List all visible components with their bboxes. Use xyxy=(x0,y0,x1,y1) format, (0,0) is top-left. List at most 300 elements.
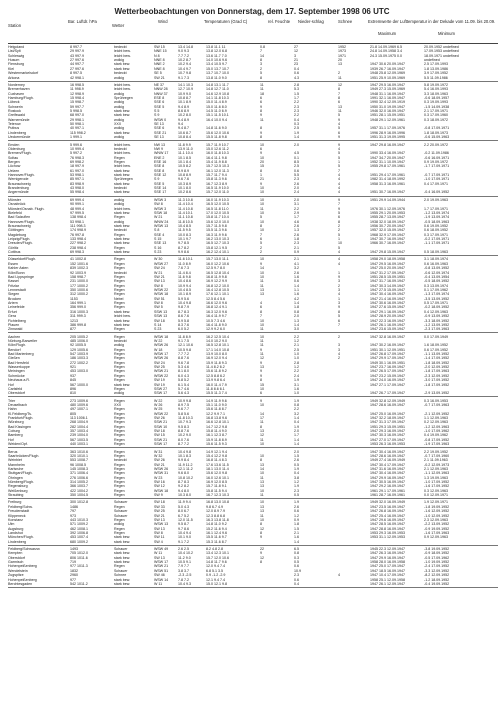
cell-precip: 4.3 xyxy=(294,75,299,80)
cell-max-extreme: 1948 25.8 12.09.1969 xyxy=(370,71,405,76)
cell-station-name: München/Flugh. xyxy=(8,535,34,540)
cell-weather: stark bew. xyxy=(114,577,131,582)
cell-pressure: 111 998.3 xyxy=(70,223,86,228)
cell-min-extreme: -1.2 18.09.1952 xyxy=(424,577,450,582)
cell-pressure: 115 998.2 xyxy=(70,130,86,135)
cell-wind: W 31 xyxy=(154,449,163,454)
cell-weather: Regen xyxy=(114,386,125,391)
cell-max-extreme: 1947 30.5 16.09.1947 xyxy=(370,480,405,485)
cell-pressure: 44 997.7 xyxy=(70,62,84,67)
cell-station-name: Braunschweig xyxy=(8,223,31,228)
header-rain: Nieder-schlag xyxy=(298,19,324,24)
cell-snow: 2 xyxy=(338,334,340,339)
cell-pressure: 937 xyxy=(70,373,76,378)
cell-weather: Regen xyxy=(114,257,125,262)
cell-min-extreme: -1.0 17.09.1971 xyxy=(424,177,450,182)
cell-max-extreme: 1947 29.2 16.09.1947 xyxy=(370,484,405,489)
cell-max-extreme: 1958 28.0 16.09.1958 xyxy=(370,560,405,565)
cell-precip: 21 xyxy=(294,58,298,63)
cell-rel-humidity: 6 xyxy=(260,100,262,105)
cell-snow: 4 xyxy=(338,292,340,297)
cell-min-extreme: 3.9 17.09.1952 xyxy=(424,71,448,76)
cell-precip: 4.2 xyxy=(294,296,299,301)
cell-temp-a: 10.4 8.5 xyxy=(178,287,191,292)
cell-temp-a: 10.4 9.3 xyxy=(178,581,191,586)
cell-snow: 1 xyxy=(338,237,340,242)
cell-temp-a: 11.8 9.9 xyxy=(178,142,191,147)
cell-temp-a: 7.6 7.3 xyxy=(178,266,189,271)
cell-weather: wolkig xyxy=(114,100,124,105)
cell-min-extreme: undefined xyxy=(424,58,440,63)
cell-max-extreme: 1976 30.1 12.09.1976 xyxy=(370,206,405,211)
cell-wind: N 8 xyxy=(154,53,160,58)
cell-precip: 6.5 xyxy=(294,547,299,552)
cell-weather: stark bew. xyxy=(114,66,131,71)
cell-temp-a: 8.7 8.3 xyxy=(178,480,189,485)
cell-wind: SW 8 xyxy=(154,283,163,288)
cell-station-name: Nürnberg/Flugh. xyxy=(8,480,34,485)
cell-rel-humidity: 10 xyxy=(260,334,264,339)
cell-precip: 2.0 xyxy=(294,314,299,319)
cell-weather: leicht bew. xyxy=(114,49,131,54)
cell-station-name: Lindenberg xyxy=(8,130,26,135)
cell-temp-b: 11.4 8.2 6.2 xyxy=(206,365,225,370)
cell-min-extreme: -1.9 17.09.1963 xyxy=(424,442,450,447)
cell-min-extreme: -2.9 13.09.1952 xyxy=(424,391,450,396)
cell-temp-a: 10.4 8.6 xyxy=(178,279,191,284)
cell-station-name: Angermünde xyxy=(8,190,29,195)
header-snow: Schnee xyxy=(338,19,353,24)
cell-weather: wolkig xyxy=(114,126,124,131)
cell-station-name: Husum xyxy=(8,58,20,63)
cell-temp-b: 0.9 -1.2 -2.9 xyxy=(206,573,226,578)
cell-snow: 9 xyxy=(338,142,340,147)
cell-weather: Regen xyxy=(114,266,125,271)
cell-temp-a: 10.1 8.9 xyxy=(178,292,191,297)
cell-wind: SW 13 xyxy=(154,526,165,531)
cell-precip: 1.6 xyxy=(294,274,299,279)
cell-temp-a: 10.4 9.8 xyxy=(178,301,191,306)
cell-snow: 3 xyxy=(338,347,340,352)
cell-rel-humidity: 12 xyxy=(260,356,264,361)
cell-temp-b: 16.4 10.0 9.4 xyxy=(206,117,227,122)
cell-pressure: 145 1008.3 xyxy=(70,466,88,471)
cell-rel-humidity: 11 xyxy=(260,279,264,284)
cell-temp-b: 15.4 11.9 8.8 xyxy=(206,159,227,164)
cell-temp-b: 15.2 11.6 9.4 xyxy=(206,526,227,531)
cell-min-extreme: -1.4 17.09.1952 xyxy=(424,356,450,361)
cell-weather: bedeckt xyxy=(114,270,127,275)
cell-max-extreme: 1947 26.7 17.09.1947 xyxy=(370,391,405,396)
station-group xyxy=(8,198,498,256)
cell-temp-b: 15.0 12.1 9.8 xyxy=(206,581,227,586)
cell-weather: Regen xyxy=(114,347,125,352)
cell-temp-b: 14.8 11.7 9.6 xyxy=(206,560,227,565)
cell-temp-b: 16.5 12.8 10.1 xyxy=(206,343,229,348)
cell-max-extreme: 1947 30.3 14.09.1947 xyxy=(370,283,405,288)
cell-max-extreme: 1947 30.4 16.09.1947 xyxy=(370,449,405,454)
cell-min-extreme: -0.8 17.09.1952 xyxy=(424,437,450,442)
cell-max-extreme: 1947 30.7 16.09.1947 xyxy=(370,237,405,242)
cell-precip: 0.6 xyxy=(294,564,299,569)
cell-temp-b: 13.8 11.1 11 xyxy=(206,45,226,49)
table-row xyxy=(8,442,498,446)
cell-rel-humidity: 8 xyxy=(260,309,262,314)
cell-pressure: 363 1010.6 xyxy=(70,449,88,454)
cell-temp-b: 13.4 10.5 9.7 xyxy=(206,62,227,67)
cell-pressure: 53 998.1 xyxy=(70,173,84,178)
cell-precip: 2.3 xyxy=(294,573,299,578)
cell-pressure: 238 998.4 xyxy=(70,245,86,250)
cell-precip: 27 xyxy=(294,45,298,49)
cell-temp-a: 10.1 8.9 xyxy=(178,100,191,105)
cell-temp-b: 12.0 8.9 7.9 xyxy=(206,509,225,514)
cell-wind: SW 18 xyxy=(154,318,165,323)
cell-wind: SW 25 xyxy=(154,509,165,514)
cell-station-name: Osnabrück xyxy=(8,202,26,207)
cell-snow: 6 xyxy=(338,130,340,135)
cell-weather: Regen xyxy=(114,424,125,429)
cell-min-extreme: 0.5 17.09.1971 xyxy=(424,301,448,306)
cell-pressure: 15 998.7 xyxy=(70,100,84,105)
cell-temp-a: 10.5 9.1 xyxy=(178,560,191,565)
cell-precip: 2.5 xyxy=(294,126,299,131)
cell-pressure: 43 997.9 xyxy=(70,53,84,58)
cell-weather: Schauer xyxy=(114,547,128,552)
cell-rel-humidity: 12 xyxy=(260,526,264,531)
cell-min-extreme: 0.3 19.09.1993 xyxy=(424,100,448,105)
cell-station-name: Berchtesgaden xyxy=(8,581,33,586)
cell-pressure: 567 1003.5 xyxy=(70,437,88,442)
cell-rel-humidity: 11 xyxy=(260,475,264,480)
cell-rel-humidity: 6 xyxy=(260,305,262,310)
cell-temp-b: 15.1 11.0 9.0 xyxy=(206,402,227,407)
cell-max-extreme: 1947 27.1 17.09.1947 xyxy=(370,382,405,387)
cell-weather: stark bew. xyxy=(114,318,131,323)
cell-rel-humidity: 11 xyxy=(260,338,264,343)
cell-wind: SSE 6 xyxy=(154,126,165,131)
cell-max-extreme: 1996 28.9 16.09.1996 xyxy=(370,130,405,135)
cell-max-extreme: 1947 29.5 16.09.1947 xyxy=(370,82,405,87)
cell-weather: leicht bew. xyxy=(114,206,131,211)
cell-weather: stark bew. xyxy=(114,581,131,586)
cell-temp-a: 9.2 8.2 xyxy=(178,484,189,489)
cell-temp-b: 13.9 9.8 6.4 xyxy=(206,378,225,383)
cell-snow: 4 xyxy=(338,257,340,262)
cell-min-extreme: 18.09.1971 undefined xyxy=(424,53,459,58)
station-group xyxy=(8,450,498,500)
cell-snow: 5 xyxy=(338,245,340,250)
cell-temp-b: 16.8 11.4 8.3 xyxy=(206,458,227,463)
cell-rel-humidity: 8 xyxy=(260,560,262,565)
cell-snow: 9 xyxy=(338,274,340,279)
cell-max-extreme: 1955 29.8 17.09.1961 xyxy=(370,164,405,169)
cell-max-extreme: 1947 23.7 16.09.1947 xyxy=(370,365,405,370)
cell-weather: wolkig xyxy=(114,117,124,122)
cell-rel-humidity: 9 xyxy=(260,104,262,109)
cell-pressure: 69 999.4 xyxy=(70,197,84,202)
cell-wind: W 21 xyxy=(154,270,163,275)
cell-temp-a: 10.8 8.7 xyxy=(178,95,191,100)
cell-precip: 2.1 xyxy=(294,257,299,262)
cell-rel-humidity: 11 xyxy=(260,493,264,498)
cell-station-name: Weinbiet xyxy=(8,458,22,463)
cell-snow: 5 xyxy=(338,155,340,160)
cell-snow: 8 xyxy=(338,95,340,100)
cell-precip: 2.6 xyxy=(294,181,299,186)
cell-min-extreme: -1.0 19.09.1952 xyxy=(424,560,450,565)
cell-temp-b: 16.8 12.4 9.1 xyxy=(206,305,227,310)
cell-wind: SE 13 xyxy=(154,122,164,127)
cell-temp-a: 11.5 9.5 xyxy=(178,228,191,233)
cell-min-extreme: -0.7 17.09.1963 xyxy=(424,402,450,407)
cell-temp-a: 12.7 10.9 xyxy=(178,87,193,92)
cell-wind: ENE 2 xyxy=(154,155,165,160)
cell-rel-humidity: 10 xyxy=(260,270,264,275)
cell-weather: wolkig xyxy=(114,391,124,396)
cell-max-extreme: 1966 30.7 16.09.1947 xyxy=(370,241,405,246)
cell-wind: SW 26 xyxy=(154,458,165,463)
cell-precip: 0.6 xyxy=(294,71,299,76)
cell-max-extreme: 1947 23.5 16.09.1947 xyxy=(370,504,405,509)
cell-weather: Regen xyxy=(114,279,125,284)
cell-min-extreme: -1.3 17.09.1974 xyxy=(424,292,450,297)
cell-max-extreme: 1950 31.0 19.09.1947 xyxy=(370,104,405,109)
cell-rel-humidity: 13 xyxy=(260,429,264,434)
cell-snow: 2 xyxy=(338,228,340,233)
cell-wind: S 15 xyxy=(154,237,162,242)
cell-weather: Regen xyxy=(114,407,125,412)
cell-max-extreme: 1947 23.2 15.09.1947 xyxy=(370,373,405,378)
cell-station-name: Hof xyxy=(8,437,14,442)
cell-pressure: 12 998.9 xyxy=(70,91,84,96)
cell-snow: 2 xyxy=(338,223,340,228)
cell-snow: 13 xyxy=(338,104,342,109)
cell-temp-a: 11.4 10.4 xyxy=(178,202,193,207)
cell-temp-a: 9.4 xyxy=(178,122,183,127)
cell-station-name: Feldberg/Schw. xyxy=(8,504,33,509)
cell-temp-b: 16.4 12.8 10.5 xyxy=(206,287,229,292)
cell-min-extreme: 3.1 18.09.1974 xyxy=(424,257,448,262)
cell-wind: SW 4 xyxy=(154,539,163,544)
cell-weather: Regen xyxy=(114,352,125,356)
cell-max-extreme: 1947 31.2 17.09.1947 xyxy=(370,270,405,275)
cell-wind: S 14 xyxy=(154,322,162,327)
cell-max-extreme: 1947 30.6 20.09.1947 xyxy=(370,62,405,67)
cell-snow: 4 xyxy=(338,352,340,356)
cell-temp-b: 16.6 12.0 9.6 xyxy=(206,301,227,306)
cell-rel-humidity: 8 xyxy=(260,522,262,527)
cell-precip: 2.0 xyxy=(294,197,299,202)
cell-min-extreme: -1.1 13.09.1952 xyxy=(424,352,450,356)
cell-snow: 4 xyxy=(338,177,340,182)
cell-rel-humidity: 5 xyxy=(260,241,262,246)
cell-min-extreme: 0.6 17.09.1952 xyxy=(424,347,448,352)
cell-station-name: Leinefelde xyxy=(8,305,25,310)
cell-max-extreme: 1947 28.8 16.09.1947 xyxy=(370,526,405,531)
cell-max-extreme: 1951 30.7 16.09.1947 xyxy=(370,190,405,195)
cell-temp-a: 10.1 8.0 xyxy=(178,186,191,191)
cell-wind: NNW 28 xyxy=(154,87,168,92)
cell-min-extreme: -1.6 17.09.1963 xyxy=(424,530,450,535)
cell-rel-humidity: 11 xyxy=(260,420,264,425)
station-group xyxy=(8,500,498,545)
cell-precip: 1.0 xyxy=(294,391,299,396)
cell-wind: W 11 xyxy=(154,551,163,556)
cell-station-name: Wasserkuppe xyxy=(8,365,30,370)
cell-wind: SW 51 xyxy=(154,296,165,301)
cell-min-extreme: 5.5 11.09.1986 xyxy=(424,75,448,80)
cell-snow: 5 xyxy=(338,113,340,118)
cell-temp-a: 10.5 9.8 xyxy=(178,347,191,352)
cell-wind: SW 13 xyxy=(154,279,165,284)
cell-weather: Regen xyxy=(114,292,125,297)
cell-pressure: 2960 xyxy=(70,573,78,578)
cell-temp-b: 15.6 12.0 10.0 xyxy=(206,219,229,224)
cell-min-extreme: -1.1 17.09.1971 xyxy=(424,241,450,246)
cell-station-name: Bad Kissingen xyxy=(8,424,31,429)
cell-max-extreme: 1947 26.1 16.09.1947 xyxy=(370,322,405,327)
cell-max-extreme: 1947 30.4 16.09.1947 xyxy=(370,292,405,297)
cell-wind: WNW 17 xyxy=(154,151,169,156)
cell-weather: Regen xyxy=(114,287,125,292)
cell-precip: 1.3 xyxy=(294,228,299,233)
cell-precip: 2.4 xyxy=(294,373,299,378)
cell-pressure: 152 1001.6 xyxy=(70,261,88,266)
cell-min-extreme: 2.1 12.09.1963 xyxy=(424,466,448,471)
cell-max-extreme: 1949 27.3 15.09.1969 xyxy=(370,87,405,92)
cell-weather: Regen xyxy=(114,504,125,509)
cell-rel-humidity: 11 xyxy=(260,206,264,211)
cell-station-name: Brandenburg xyxy=(8,186,29,191)
cell-station-name: Münster xyxy=(8,197,21,202)
cell-temp-b: 12.0 9.4 7.4 xyxy=(206,564,225,569)
cell-pressure: 239 1004.0 xyxy=(70,433,88,438)
cell-temp-b: 14.9 11.9 9.6 xyxy=(206,398,227,403)
cell-max-extreme: 1947 27.0 17.09.1947 xyxy=(370,437,405,442)
cell-temp-a: 9.8 7.9 xyxy=(178,305,189,310)
cell-station-name: Braunschweig xyxy=(8,181,31,186)
cell-pressure: 76 997.8 xyxy=(70,232,84,237)
cell-temp-b: 17.0 12.0 10.5 xyxy=(206,210,229,215)
cell-min-extreme: 3.3 18.09.1963 xyxy=(424,91,448,96)
cell-pressure: 76 998.3 xyxy=(70,155,84,160)
cell-min-extreme: -1.8 18.09.1952 xyxy=(424,360,450,365)
cell-weather: stark bew. xyxy=(114,210,131,215)
cell-precip: 1.6 xyxy=(294,535,299,540)
cell-temp-a: 5.9 5.8 xyxy=(178,318,189,323)
cell-precip: 2.1 xyxy=(294,245,299,250)
cell-rel-humidity: 21 xyxy=(260,177,264,182)
cell-weather: Regen xyxy=(114,420,125,425)
cell-rel-humidity: 9 xyxy=(260,398,262,403)
table-row xyxy=(8,250,498,254)
cell-temp-a: 10.2 8.6 xyxy=(178,190,191,195)
cell-precip: 1.3 xyxy=(294,318,299,323)
cell-temp-a: 7.9 7.7 xyxy=(178,564,189,569)
cell-station-name: Landshut xyxy=(8,530,23,535)
cell-precip: 1.2 xyxy=(294,513,299,518)
station-group xyxy=(8,335,498,398)
header-station: Station xyxy=(8,23,22,28)
cell-temp-b: 16.3 11.9 9.6 xyxy=(206,232,227,237)
cell-temp-a: 9.6 7.8 xyxy=(178,360,189,365)
cell-wind: SSW 21 xyxy=(154,437,168,442)
cell-max-extreme: 1990 32.4 12.09.1919 xyxy=(370,100,405,105)
cell-pressure: 85 997.1 xyxy=(70,177,84,182)
cell-wind: SW 8 xyxy=(154,202,163,207)
cell-precip: 0.4 xyxy=(294,420,299,425)
cell-precip: 0.4 xyxy=(294,581,299,586)
cell-temp-a: 10.7 9.3 xyxy=(178,420,191,425)
cell-snow: 1 xyxy=(338,270,340,275)
cell-rel-humidity: 8 xyxy=(260,168,262,173)
station-group xyxy=(8,257,498,333)
cell-temp-a: 3.8 3.7 xyxy=(178,568,189,573)
cell-precip: 2.4 xyxy=(294,190,299,195)
cell-temp-b: 14.8 11.0 9.2 xyxy=(206,522,227,527)
cell-temp-a: 11.9 11.2 xyxy=(178,462,193,467)
cell-station-name: Ulm xyxy=(8,522,15,527)
cell-rel-humidity: 11 xyxy=(260,87,264,92)
cell-weather: bedeckt xyxy=(114,146,127,151)
cell-station-name: Westermarkelsdorf xyxy=(8,71,39,76)
cell-min-extreme: -3.5 13.09.1952 xyxy=(424,296,450,301)
cell-station-name: Deuselbach xyxy=(8,402,27,407)
cell-temp-a: 10.4 9.4 xyxy=(178,530,191,535)
cell-weather: Sprühregen xyxy=(114,177,133,182)
cell-pressure: 68 997.0 xyxy=(70,113,84,118)
cell-pressure: 497 1007.1 xyxy=(70,407,88,412)
cell-pressure: 61 997.0 xyxy=(70,168,84,173)
cell-weather: stark bew. xyxy=(114,237,131,242)
cell-max-extreme: 1961 29.1 17.09.1961 xyxy=(370,488,405,493)
cell-rel-humidity: 10 xyxy=(260,190,264,195)
cell-precip: 12 xyxy=(294,49,298,54)
cell-temp-a: 11.2 9.0 xyxy=(178,555,191,560)
cell-snow: 7 xyxy=(338,322,340,327)
cell-wind: SSW 21 xyxy=(154,420,168,425)
cell-precip: 1.0 xyxy=(294,352,299,356)
cell-max-extreme: 1947 30.3 16.09.1947 xyxy=(370,433,405,438)
cell-min-extreme: 2.2 20.09.1972 xyxy=(424,142,448,147)
cell-precip: 1.5 xyxy=(294,91,299,96)
cell-pressure: 542 1011.2 xyxy=(70,581,88,586)
cell-snow: 7 xyxy=(338,91,340,96)
cell-rel-humidity: 10 xyxy=(260,386,264,391)
cell-pressure: 92 1003.9 xyxy=(70,270,86,275)
cell-precip: 2.6 xyxy=(294,270,299,275)
cell-station-name: Hahn xyxy=(8,407,17,412)
cell-wind: WSW 22 xyxy=(154,373,169,378)
cell-temp-b: 16.6 12.8 10.1 xyxy=(206,420,229,425)
cell-wind: SE 5 xyxy=(154,71,162,76)
cell-pressure: 231 1000.0 xyxy=(70,279,88,284)
cell-snow: 1 xyxy=(338,159,340,164)
cell-rel-humidity: 9 xyxy=(260,113,262,118)
cell-precip: 2.9 xyxy=(294,210,299,215)
cell-pressure: 485 1006.0 xyxy=(70,338,88,343)
cell-station-name: Magdeburg xyxy=(8,232,27,237)
cell-precip: 0.8 xyxy=(294,402,299,407)
cell-max-extreme: 1947 32.8 16.09.1947 xyxy=(370,334,405,339)
cell-pressure: 55 998.4 xyxy=(70,190,84,195)
cell-wind: SW 19 xyxy=(154,382,165,387)
cell-precip: 1.9 xyxy=(294,484,299,489)
cell-station-name: Bad Hersfeld xyxy=(8,360,29,365)
cell-precip: 2.2 xyxy=(294,334,299,339)
cell-pressure: 92 1005.5 xyxy=(70,343,86,348)
